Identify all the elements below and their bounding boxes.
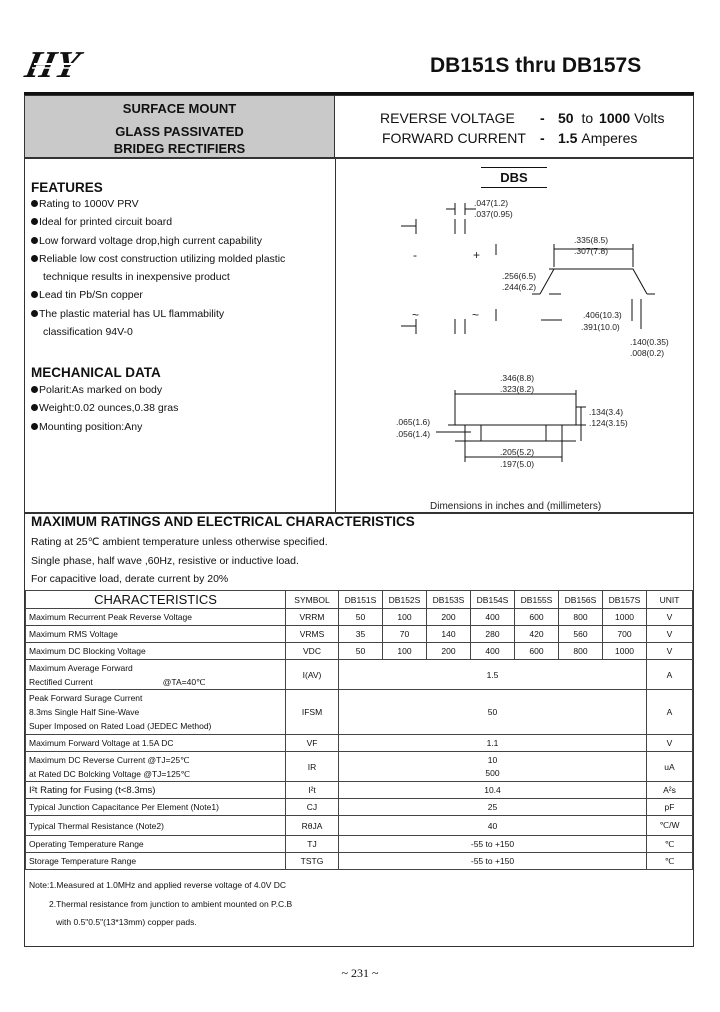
row-value: 1.1: [339, 735, 647, 752]
table-row: [26, 816, 693, 836]
reverse-voltage-label: REVERSE VOLTAGE: [380, 110, 515, 126]
list-item: [31, 268, 285, 286]
row-value: 10.4: [339, 782, 647, 799]
row-value: 100: [383, 643, 427, 660]
footnote: 2.Thermal resistance from junction to ambient mounted on P.C.B: [49, 898, 293, 909]
row-name-line: Super Imposed on Rated Load (JEDEC Method): [29, 721, 212, 731]
features-title: FEATURES: [31, 180, 103, 195]
reverse-voltage-unit: Volts: [634, 110, 665, 126]
list-item: [31, 195, 285, 213]
row-value: 140: [427, 626, 471, 643]
bullet-icon: [31, 423, 38, 430]
dim-label: .047(1.2): [474, 198, 509, 208]
bullet-icon: [31, 291, 38, 298]
dim-label: .056(1.4): [396, 429, 431, 439]
row-value-line: 10: [487, 754, 498, 765]
footnote: with 0.5"0.5"(13*13mm) copper pads.: [56, 917, 197, 927]
row-value: 1.5: [339, 660, 647, 690]
row-unit: V: [647, 626, 693, 643]
row-name: Maximum RMS Voltage: [26, 626, 286, 643]
forward-current-row: [380, 128, 664, 148]
row-value: 70: [383, 626, 427, 643]
dim-label: .205(5.2): [500, 447, 535, 457]
mechanical-section: [31, 365, 178, 436]
table-row: [26, 853, 693, 870]
list-item: [31, 232, 285, 250]
list-item-text: Reliable low cost construction utilizing molded plastic: [39, 252, 286, 265]
row-symbol: VDC: [286, 643, 339, 660]
row-unit: V: [647, 735, 693, 752]
list-item-text: classification 94V-0: [43, 326, 133, 339]
header-part: DB153S: [427, 591, 471, 609]
header-part: DB151S: [339, 591, 383, 609]
list-item: [31, 381, 178, 399]
dim-label: .323(8.2): [500, 384, 535, 394]
row-symbol: VRMS: [286, 626, 339, 643]
product-type: [25, 96, 335, 157]
row-value: 600: [515, 643, 559, 660]
dim-label: .307(7.8): [574, 246, 609, 256]
ratings-note: Rating at 25℃ ambient temperature unless otherwise specified.: [31, 536, 328, 548]
row-name-line: 8.3ms Single Half Sine-Wave: [29, 707, 140, 717]
dim-label: .124(3.15): [589, 418, 628, 428]
row-unit: V: [647, 643, 693, 660]
table-row: [26, 782, 693, 799]
dim-label: .197(5.0): [500, 459, 535, 469]
dim-label: .008(0.2): [630, 348, 665, 358]
row-value: 1000: [603, 643, 647, 660]
features-and-drawing: [24, 158, 694, 513]
row-name: Storage Temperature Range: [26, 853, 286, 870]
header-characteristics: CHARACTERISTICS: [26, 591, 286, 609]
header-part: DB154S: [471, 591, 515, 609]
ratings-section: [24, 513, 694, 947]
dim-label: .037(0.95): [474, 209, 513, 219]
bullet-icon: [31, 237, 38, 244]
table-row: [26, 609, 693, 626]
row-symbol: IR: [286, 752, 339, 782]
drawing-caption: Dimensions in inches and (millimeters): [430, 501, 602, 512]
list-item: [31, 323, 285, 341]
row-value: -55 to +150: [339, 853, 647, 870]
row-unit: A: [647, 690, 693, 735]
row-name: [26, 660, 286, 690]
row-value: [339, 752, 647, 782]
dim-label: .244(6.2): [502, 282, 537, 292]
row-condition: @TA=40℃: [162, 676, 206, 687]
header-symbol: SYMBOL: [286, 591, 339, 609]
row-name: I²t Rating for Fusing (t<8.3ms): [26, 782, 286, 799]
row-value: 420: [515, 626, 559, 643]
ratings-title: MAXIMUM RATINGS AND ELECTRICAL CHARACTERISTICS: [31, 514, 415, 529]
dim-label: .391(10.0): [581, 322, 620, 332]
list-item-text: Weight:0.02 ounces,0.38 gras: [39, 402, 179, 415]
dim-label: .346(8.8): [500, 373, 535, 383]
row-value: 280: [471, 626, 515, 643]
row-name-line: Rectified Current: [29, 676, 93, 687]
page-number: ~ 231 ~: [341, 966, 379, 980]
row-unit: ℃/W: [647, 816, 693, 836]
package-drawing: [336, 159, 693, 512]
list-item-text: Polarit:As marked on body: [39, 384, 163, 396]
ratings-note: For capacitive load, derate current by 20%: [31, 573, 229, 585]
ratings-notes: [31, 533, 328, 589]
list-item-text: Low forward voltage drop,high current capability: [39, 234, 262, 247]
row-name: Operating Temperature Range: [26, 836, 286, 853]
table-row: [26, 836, 693, 853]
forward-current-value: 1.5: [558, 130, 578, 146]
reverse-voltage-to: to: [581, 110, 594, 126]
dash: -: [540, 130, 545, 146]
list-item-text: technique results in inexpensive product: [43, 271, 230, 284]
row-name: Typical Thermal Resistance (Note2): [26, 816, 286, 836]
footnote: Note:1.Measured at 1.0MHz and applied reverse voltage of 4.0V DC: [29, 880, 287, 890]
row-symbol: RθJA: [286, 816, 339, 836]
row-unit: ℃: [647, 836, 693, 853]
row-value: 600: [515, 609, 559, 626]
row-value: -55 to +150: [339, 836, 647, 853]
row-value: 700: [603, 626, 647, 643]
row-value: 560: [559, 626, 603, 643]
list-item: [31, 399, 178, 417]
row-value: 200: [427, 609, 471, 626]
dim-label: .140(0.35): [630, 337, 669, 347]
row-value: 1000: [603, 609, 647, 626]
row-value: 25: [339, 799, 647, 816]
reverse-voltage-row: [380, 108, 664, 128]
dim-label: .256(6.5): [502, 271, 537, 281]
list-item: [31, 418, 178, 436]
table-row: [26, 643, 693, 660]
row-value: 50: [339, 690, 647, 735]
row-value: 35: [339, 626, 383, 643]
row-unit: ℃: [647, 853, 693, 870]
forward-current-unit: Amperes: [581, 130, 638, 146]
table-row: [26, 735, 693, 752]
ratings-note: Single phase, half wave ,60Hz, resistive or inductive load.: [31, 554, 299, 567]
dim-label: .406(10.3): [583, 310, 622, 320]
product-type-line: GLASS PASSIVATED: [115, 124, 244, 139]
header-unit: UNIT: [647, 591, 693, 609]
list-item-text: Mounting position:Any: [39, 420, 143, 433]
row-value: 400: [471, 643, 515, 660]
forward-current-label: FORWARD CURRENT: [382, 130, 526, 146]
row-symbol: I(AV): [286, 660, 339, 690]
row-unit: A: [647, 660, 693, 690]
ratings-table: [25, 590, 693, 870]
list-item-text: Rating to 1000V PRV: [39, 198, 139, 210]
row-value: 800: [559, 609, 603, 626]
table-row: [26, 660, 693, 690]
row-value: 50: [339, 609, 383, 626]
table-row: [26, 626, 693, 643]
table-row: [26, 752, 693, 782]
row-name-line: Peak Forward Surage Current: [29, 693, 143, 703]
package-name: DBS: [481, 167, 547, 188]
list-item: [31, 305, 285, 323]
page-title: DB151S thru DB157S: [430, 54, 642, 77]
row-value: 800: [559, 643, 603, 660]
summary-box: [24, 95, 694, 158]
bullet-icon: [31, 310, 38, 317]
row-unit: A²s: [647, 782, 693, 799]
row-value: 200: [427, 643, 471, 660]
table-header-row: [26, 591, 693, 609]
bullet-icon: [31, 255, 38, 262]
header-part: DB156S: [559, 591, 603, 609]
pin-ac-label: ~: [472, 308, 480, 322]
product-type-line: SURFACE MOUNT: [122, 101, 237, 116]
row-unit: pF: [647, 799, 693, 816]
reverse-voltage-min: 50: [558, 110, 574, 126]
list-item: [31, 286, 285, 304]
dim-label: .134(3.4): [589, 407, 624, 417]
row-symbol: CJ: [286, 799, 339, 816]
row-value: 50: [339, 643, 383, 660]
header-part: DB152S: [383, 591, 427, 609]
list-item: [31, 213, 285, 231]
dim-label: .065(1.6): [396, 417, 431, 427]
features-section: [31, 180, 285, 341]
brand-logo-text: HY: [21, 44, 84, 86]
row-symbol: I²t: [286, 782, 339, 799]
row-unit: V: [647, 609, 693, 626]
pin-ac-label: ~: [412, 308, 420, 322]
row-symbol: VF: [286, 735, 339, 752]
row-symbol: TJ: [286, 836, 339, 853]
bullet-icon: [31, 200, 38, 207]
dim-label: .335(8.5): [574, 235, 609, 245]
row-name: [26, 752, 286, 782]
key-specs: [380, 108, 664, 148]
header-part: DB155S: [515, 591, 559, 609]
brand-logo: [21, 44, 152, 86]
list-item-text: Lead tin Pb/Sn copper: [39, 289, 143, 302]
pin-plus-label: +: [473, 248, 481, 262]
table-row: [26, 799, 693, 816]
row-name: Typical Junction Capacitance Per Element (Note1): [26, 799, 286, 816]
list-item-text: The plastic material has UL flammability: [39, 307, 225, 320]
mechanical-list: [31, 381, 178, 436]
bullet-icon: [31, 404, 38, 411]
row-value: 100: [383, 609, 427, 626]
table-row: [26, 690, 693, 735]
header-part: DB157S: [603, 591, 647, 609]
features-list: [31, 195, 285, 341]
reverse-voltage-max: 1000: [599, 110, 631, 126]
row-name: Maximum DC Blocking Voltage: [26, 643, 286, 660]
row-name-line: Maximum DC Reverse Current @TJ=25℃: [29, 754, 190, 765]
pin-minus-label: -: [413, 248, 417, 262]
row-value-line: 500: [485, 767, 500, 778]
bullet-icon: [31, 386, 38, 393]
list-item-text: Ideal for printed circuit board: [39, 216, 173, 229]
row-symbol: VRRM: [286, 609, 339, 626]
dash: -: [540, 110, 545, 126]
product-type-line: BRIDEG RECTIFIERS: [113, 141, 246, 156]
row-name: [26, 690, 286, 735]
row-symbol: TSTG: [286, 853, 339, 870]
row-value: 40: [339, 816, 647, 836]
mechanical-title: MECHANICAL DATA: [31, 365, 161, 380]
row-name-line: Maximum Average Forward: [29, 662, 133, 673]
row-name: Maximum Forward Voltage at 1.5A DC: [26, 735, 286, 752]
row-name-line: at Rated DC Bolcking Voltage @TJ=125℃: [29, 768, 191, 779]
list-item: [31, 250, 285, 268]
row-symbol: IFSM: [286, 690, 339, 735]
footnotes: [29, 876, 292, 932]
row-unit: uA: [647, 752, 693, 782]
bullet-icon: [31, 218, 38, 225]
row-value: 400: [471, 609, 515, 626]
row-name: Maximum Recurrent Peak Reverse Voltage: [26, 609, 286, 626]
